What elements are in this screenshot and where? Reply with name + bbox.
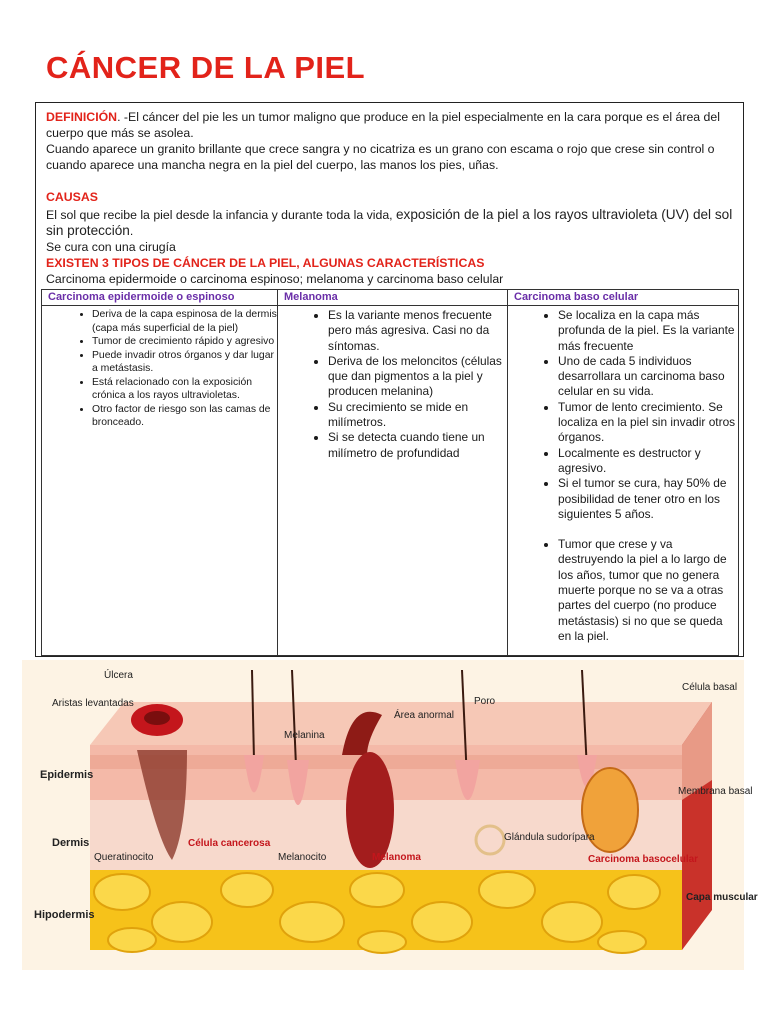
list-item: • Se localiza en la capa más profunda de la piel. Es la variante más frecuente xyxy=(558,308,738,354)
list-item: • Otro factor de riesgo son las camas de bronceado. xyxy=(92,403,277,430)
header-carcinoma-epidermoide: Carcinoma epidermoide o espinoso xyxy=(42,290,278,306)
label-queratinocito: Queratinocito xyxy=(94,852,154,863)
label-dermis: Dermis xyxy=(52,837,90,849)
causes-heading: CAUSAS xyxy=(46,190,98,204)
column-carcinoma-epidermoide xyxy=(42,306,278,656)
list-item: • Su crecimiento se mide en milímetros. xyxy=(328,400,507,431)
content-box xyxy=(35,102,744,657)
causes-text-b: exposición de la piel a los rayos ultravioleta (UV) del sol sin protección xyxy=(46,207,733,238)
column-carcinoma-basocelular xyxy=(508,306,739,656)
label-poro: Poro xyxy=(474,696,496,707)
types-table xyxy=(41,289,739,656)
causes-text xyxy=(46,207,736,239)
definition-text: . -El cáncer del pie les un tumor maligno que produce en la piel especialmente en la cara porque es el área del cuerpo que más se asolea. xyxy=(46,110,720,140)
label-epidermis: Epidermis xyxy=(40,769,94,781)
list-item: • Tumor que crese y va destruyendo la piel a lo largo de los años, tumor que no genera muerte porque no se va a otras partes del cuerpo (no produce metástasis) si no que se queda en la piel. xyxy=(558,537,738,644)
label-area: Área anormal xyxy=(394,710,455,721)
definition-paragraph xyxy=(46,109,736,141)
page-title: CÁNCER DE LA PIEL xyxy=(46,50,366,85)
list-item: • Si el tumor se cura, hay 50% de posibilidad de tener otro en los siguientes 5 años. xyxy=(558,476,738,522)
list-item: • Deriva de la capa espinosa de la dermis (capa más superficial de la piel) xyxy=(92,308,277,335)
label-membrana: Membrana basal xyxy=(678,786,753,797)
skin-cancer-illustration xyxy=(22,660,758,970)
causes-text-c: . xyxy=(129,224,134,238)
definition-heading: DEFINICIÓN xyxy=(46,110,118,124)
types-subtitle: Carcinoma epidermoide o carcinoma espinoso; melanoma y carcinoma baso celular xyxy=(46,272,504,286)
cure-text: Se cura con una cirugía xyxy=(46,240,176,254)
definition-text-2: Cuando aparece un granito brillante que crece sangra y no cicatriza es un grano con escama o rojo que crese sin control o cuando aparece una mancha negra en la piel del cuerpo, las manos los pies, uñas. xyxy=(46,142,715,172)
causes-text-a: El sol que recibe la piel desde la infancia y durante toda la vida, xyxy=(46,208,396,222)
label-melanoma: Melanoma xyxy=(372,852,421,863)
label-glandula: Glándula sudorípara xyxy=(504,832,595,843)
header-melanoma: Melanoma xyxy=(278,290,508,306)
label-melanina: Melanina xyxy=(284,730,325,741)
label-capa: Capa muscular xyxy=(686,892,758,903)
list-item: • Uno de cada 5 individuos desarrollara un carcinoma baso celular en su vida. xyxy=(558,354,738,400)
list-item: • Está relacionado con la exposición crónica a los rayos ultravioletas. xyxy=(92,376,277,403)
label-carcinoma: Carcinoma basocelular xyxy=(588,854,699,865)
skin-surface xyxy=(90,702,712,745)
header-carcinoma-basocelular: Carcinoma baso celular xyxy=(508,290,739,306)
list-item: • Tumor de crecimiento rápido y agresivo xyxy=(92,335,277,349)
label-aristas: Aristas levantadas xyxy=(52,698,134,709)
list-item: • Si se detecta cuando tiene un milímetro de profundidad xyxy=(328,430,507,461)
label-celula-cancerosa: Célula cancerosa xyxy=(188,838,271,849)
list-item: • Puede invadir otros órganos y dar lugar a metástasis. xyxy=(92,349,277,376)
text-content xyxy=(46,109,736,287)
label-celula-basal: Célula basal xyxy=(682,682,738,693)
melanoma-tumor xyxy=(346,752,394,868)
column-melanoma xyxy=(278,306,508,656)
list-item: • Es la variante menos frecuente pero más agresiva. Casi no da síntomas. xyxy=(328,308,507,354)
label-ulcera: Úlcera xyxy=(104,670,133,681)
list-item: • Deriva de los meloncitos (células que dan pigmentos a la piel y producen melanina) xyxy=(328,354,507,400)
list-item: • Tumor de lento crecimiento. Se localiza en la piel sin invadir otros órganos. xyxy=(558,400,738,446)
label-hipodermis: Hipodermis xyxy=(34,909,95,921)
ulcer-center xyxy=(144,711,170,725)
list-item: • Localmente es destructor y agresivo. xyxy=(558,446,738,477)
label-melanocito: Melanocito xyxy=(278,852,327,863)
types-heading: EXISTEN 3 TIPOS DE CÁNCER DE LA PIEL, ALGUNAS CARACTERÍSTICAS xyxy=(46,256,485,270)
